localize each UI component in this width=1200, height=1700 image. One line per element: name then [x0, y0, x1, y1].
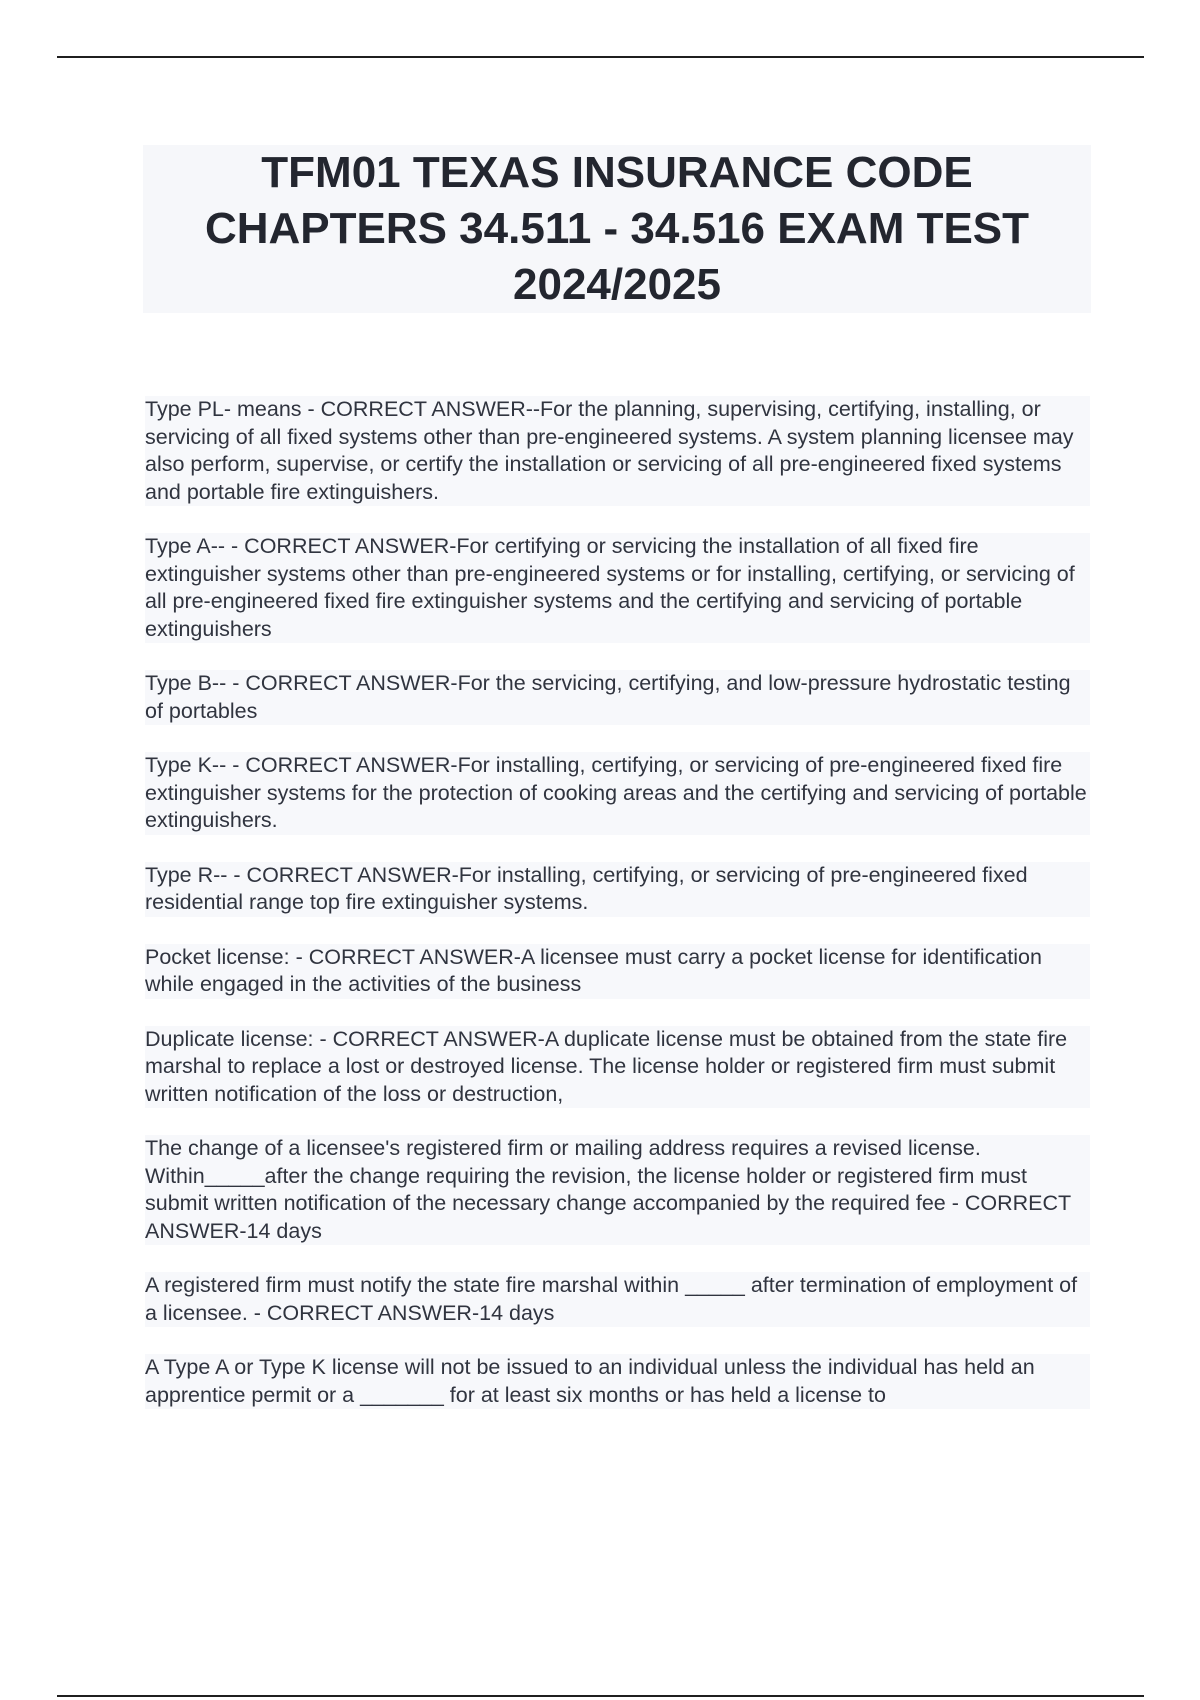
bottom-rule	[57, 1695, 1144, 1697]
qa-item-type-k: Type K-- - CORRECT ANSWER-For installing, certifying, or servicing of pre-engineered fixed fire extinguisher systems for the protection of cooking areas and the certifying and servicing of portable extinguishers.	[145, 752, 1090, 835]
qa-item-termination-notice: A registered firm must notify the state fire marshal within _____ after termination of employment of a licensee. - CORRECT ANSWER-14 days	[145, 1272, 1090, 1327]
qa-item-change-of-address: The change of a licensee's registered firm or mailing address requires a revised license. Within_____after the change requiring the revision, the license holder or registered firm must submit written notification of the necessary change accompanied by the required fee - CORRECT ANSWER-14 days	[145, 1135, 1090, 1245]
title-box	[143, 145, 1091, 313]
qa-item-type-a: Type A-- - CORRECT ANSWER-For certifying or servicing the installation of all fixed fire extinguisher systems other than pre-engineered systems or for installing, certifying, or servicing of all pre-engineered fixed fire extinguisher systems and the certifying and servicing of portable extinguishers	[145, 533, 1090, 643]
qa-item-pocket-license: Pocket license: - CORRECT ANSWER-A licensee must carry a pocket license for identification while engaged in the activities of the business	[145, 944, 1090, 999]
qa-item-license-requirement: A Type A or Type K license will not be issued to an individual unless the individual has held an apprentice permit or a _______ for at least six months or has held a license to	[145, 1354, 1090, 1409]
qa-item-type-pl: Type PL- means - CORRECT ANSWER--For the planning, supervising, certifying, installing, or servicing of all fixed systems other than pre-engineered systems. A system planning licensee may also perform, supervise, or certify the installation or servicing of all pre-engineered fixed systems and portable fire extinguishers.	[145, 396, 1090, 506]
document-title: TFM01 TEXAS INSURANCE CODE CHAPTERS 34.511 - 34.516 EXAM TEST 2024/2025	[204, 148, 1030, 309]
qa-item-duplicate-license: Duplicate license: - CORRECT ANSWER-A duplicate license must be obtained from the state fire marshal to replace a lost or destroyed license. The license holder or registered firm must submit written notification of the loss or destruction,	[145, 1026, 1090, 1109]
qa-item-type-b: Type B-- - CORRECT ANSWER-For the servicing, certifying, and low-pressure hydrostatic testing of portables	[145, 670, 1090, 725]
top-rule	[57, 56, 1144, 58]
qa-item-type-r: Type R-- - CORRECT ANSWER-For installing, certifying, or servicing of pre-engineered fixed residential range top fire extinguisher systems.	[145, 862, 1090, 917]
qa-list	[145, 396, 1090, 1436]
